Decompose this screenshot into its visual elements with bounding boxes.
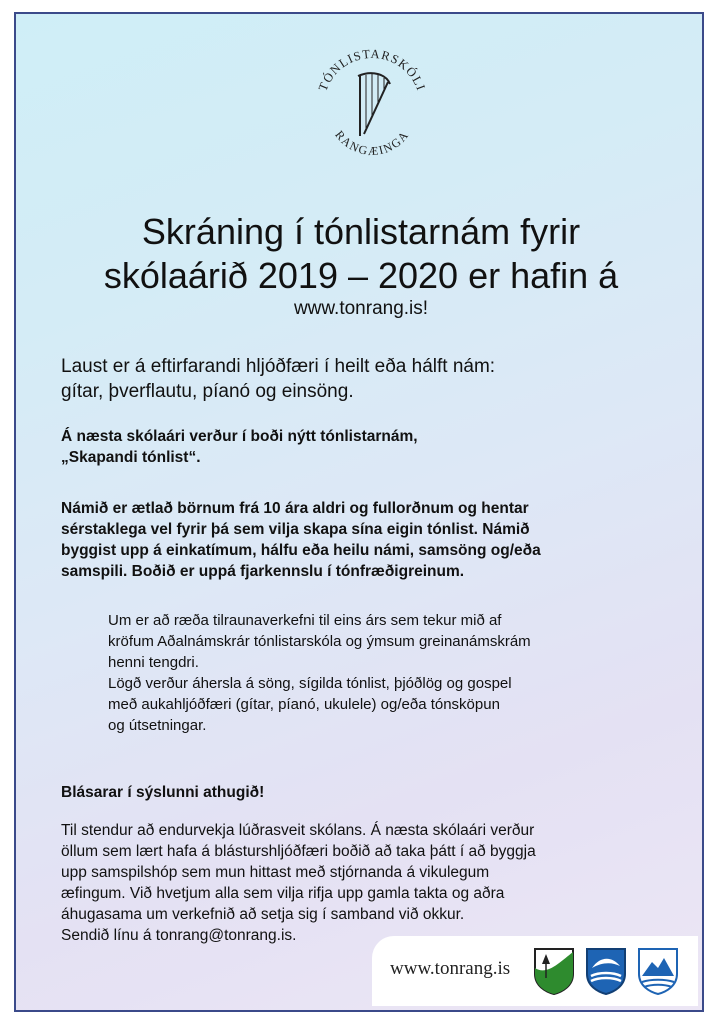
new-program-line: Á næsta skólaári verður í boði nýtt tónlistarnám,	[61, 428, 418, 445]
program-description	[61, 498, 681, 582]
crest-rangarthing-eystra-icon	[584, 946, 628, 996]
brass-heading: Blásarar í sýslunni athugið!	[61, 784, 265, 801]
page-title	[16, 210, 704, 298]
new-program-paragraph	[61, 426, 681, 468]
title-line-1: Skráning í tónlistarnám fyrir	[141, 211, 581, 252]
pilot-line: með aukahljóðfæri (gítar, píanó, ukulele) og/eða tónsköpun	[108, 696, 500, 713]
title-line-2: skólaárið 2019 – 2020 er hafin á	[103, 255, 619, 296]
intro-paragraph	[61, 354, 681, 404]
harp-icon	[358, 73, 390, 136]
svg-text:RANGÆINGA	[332, 128, 411, 158]
crest-asahreppur-icon	[636, 946, 680, 996]
logo-bottom-text: RANGÆINGA	[332, 127, 412, 159]
program-line: sérstaklega vel fyrir þá sem vilja skapa sína eigin tónlist. Námið	[61, 521, 530, 538]
logo-top-text: TÓNLISTARSKÓLI	[315, 46, 429, 94]
pilot-line: Um er að ræða tilraunaverkefni til eins árs sem tekur mið af	[108, 612, 502, 629]
footer-panel	[372, 936, 698, 1006]
brass-line: æfingum. Við hvetjum alla sem vilja rifja upp gamla takta og aðra	[61, 885, 505, 902]
poster	[14, 12, 704, 1012]
brass-line: Sendið línu á tonrang@tonrang.is.	[61, 927, 297, 944]
intro-line: gítar, þverflautu, píanó og einsöng.	[61, 381, 354, 402]
brass-line: upp samspilshóp sem mun hittast með stjórnanda á vikulegum	[61, 864, 490, 881]
brass-line: áhugasama um verkefnið að setja sig í samband við okkur.	[61, 906, 465, 923]
pilot-line: Lögð verður áhersla á söng, sígilda tónlist, þjóðlög og gospel	[108, 675, 512, 692]
school-logo	[312, 44, 432, 174]
pilot-line: henni tengdri.	[108, 654, 199, 671]
pilot-line: kröfum Aðalnámskrár tónlistarskóla og ýmsum greinanámskrám	[108, 633, 531, 650]
brass-line: Til stendur að endurvekja lúðrasveit skólans. Á næsta skólaári verður	[61, 822, 535, 839]
new-program-line: „Skapandi tónlist“.	[61, 449, 201, 466]
pilot-line: og útsetningar.	[108, 717, 207, 734]
program-line: samspili. Boðið er uppá fjarkennslu í tónfræðigreinum.	[61, 563, 465, 580]
footer-url-link[interactable]: www.tonrang.is	[390, 958, 511, 979]
intro-line: Laust er á eftirfarandi hljóðfæri í heilt eða hálft nám:	[61, 356, 496, 377]
crest-rangarthing-ytra-icon	[532, 946, 576, 996]
title-url: www.tonrang.is!	[293, 298, 429, 319]
program-line: byggist upp á einkatímum, hálfu eða heilu námi, samsöng og/eða	[61, 542, 541, 559]
brass-paragraph	[61, 820, 681, 946]
brass-line: öllum sem lært hafa á blásturshljóðfæri boðið að taka þátt í að byggja	[61, 843, 536, 860]
pilot-paragraph	[108, 610, 668, 736]
program-line: Námið er ætlað börnum frá 10 ára aldri og fullorðnum og hentar	[61, 500, 529, 517]
